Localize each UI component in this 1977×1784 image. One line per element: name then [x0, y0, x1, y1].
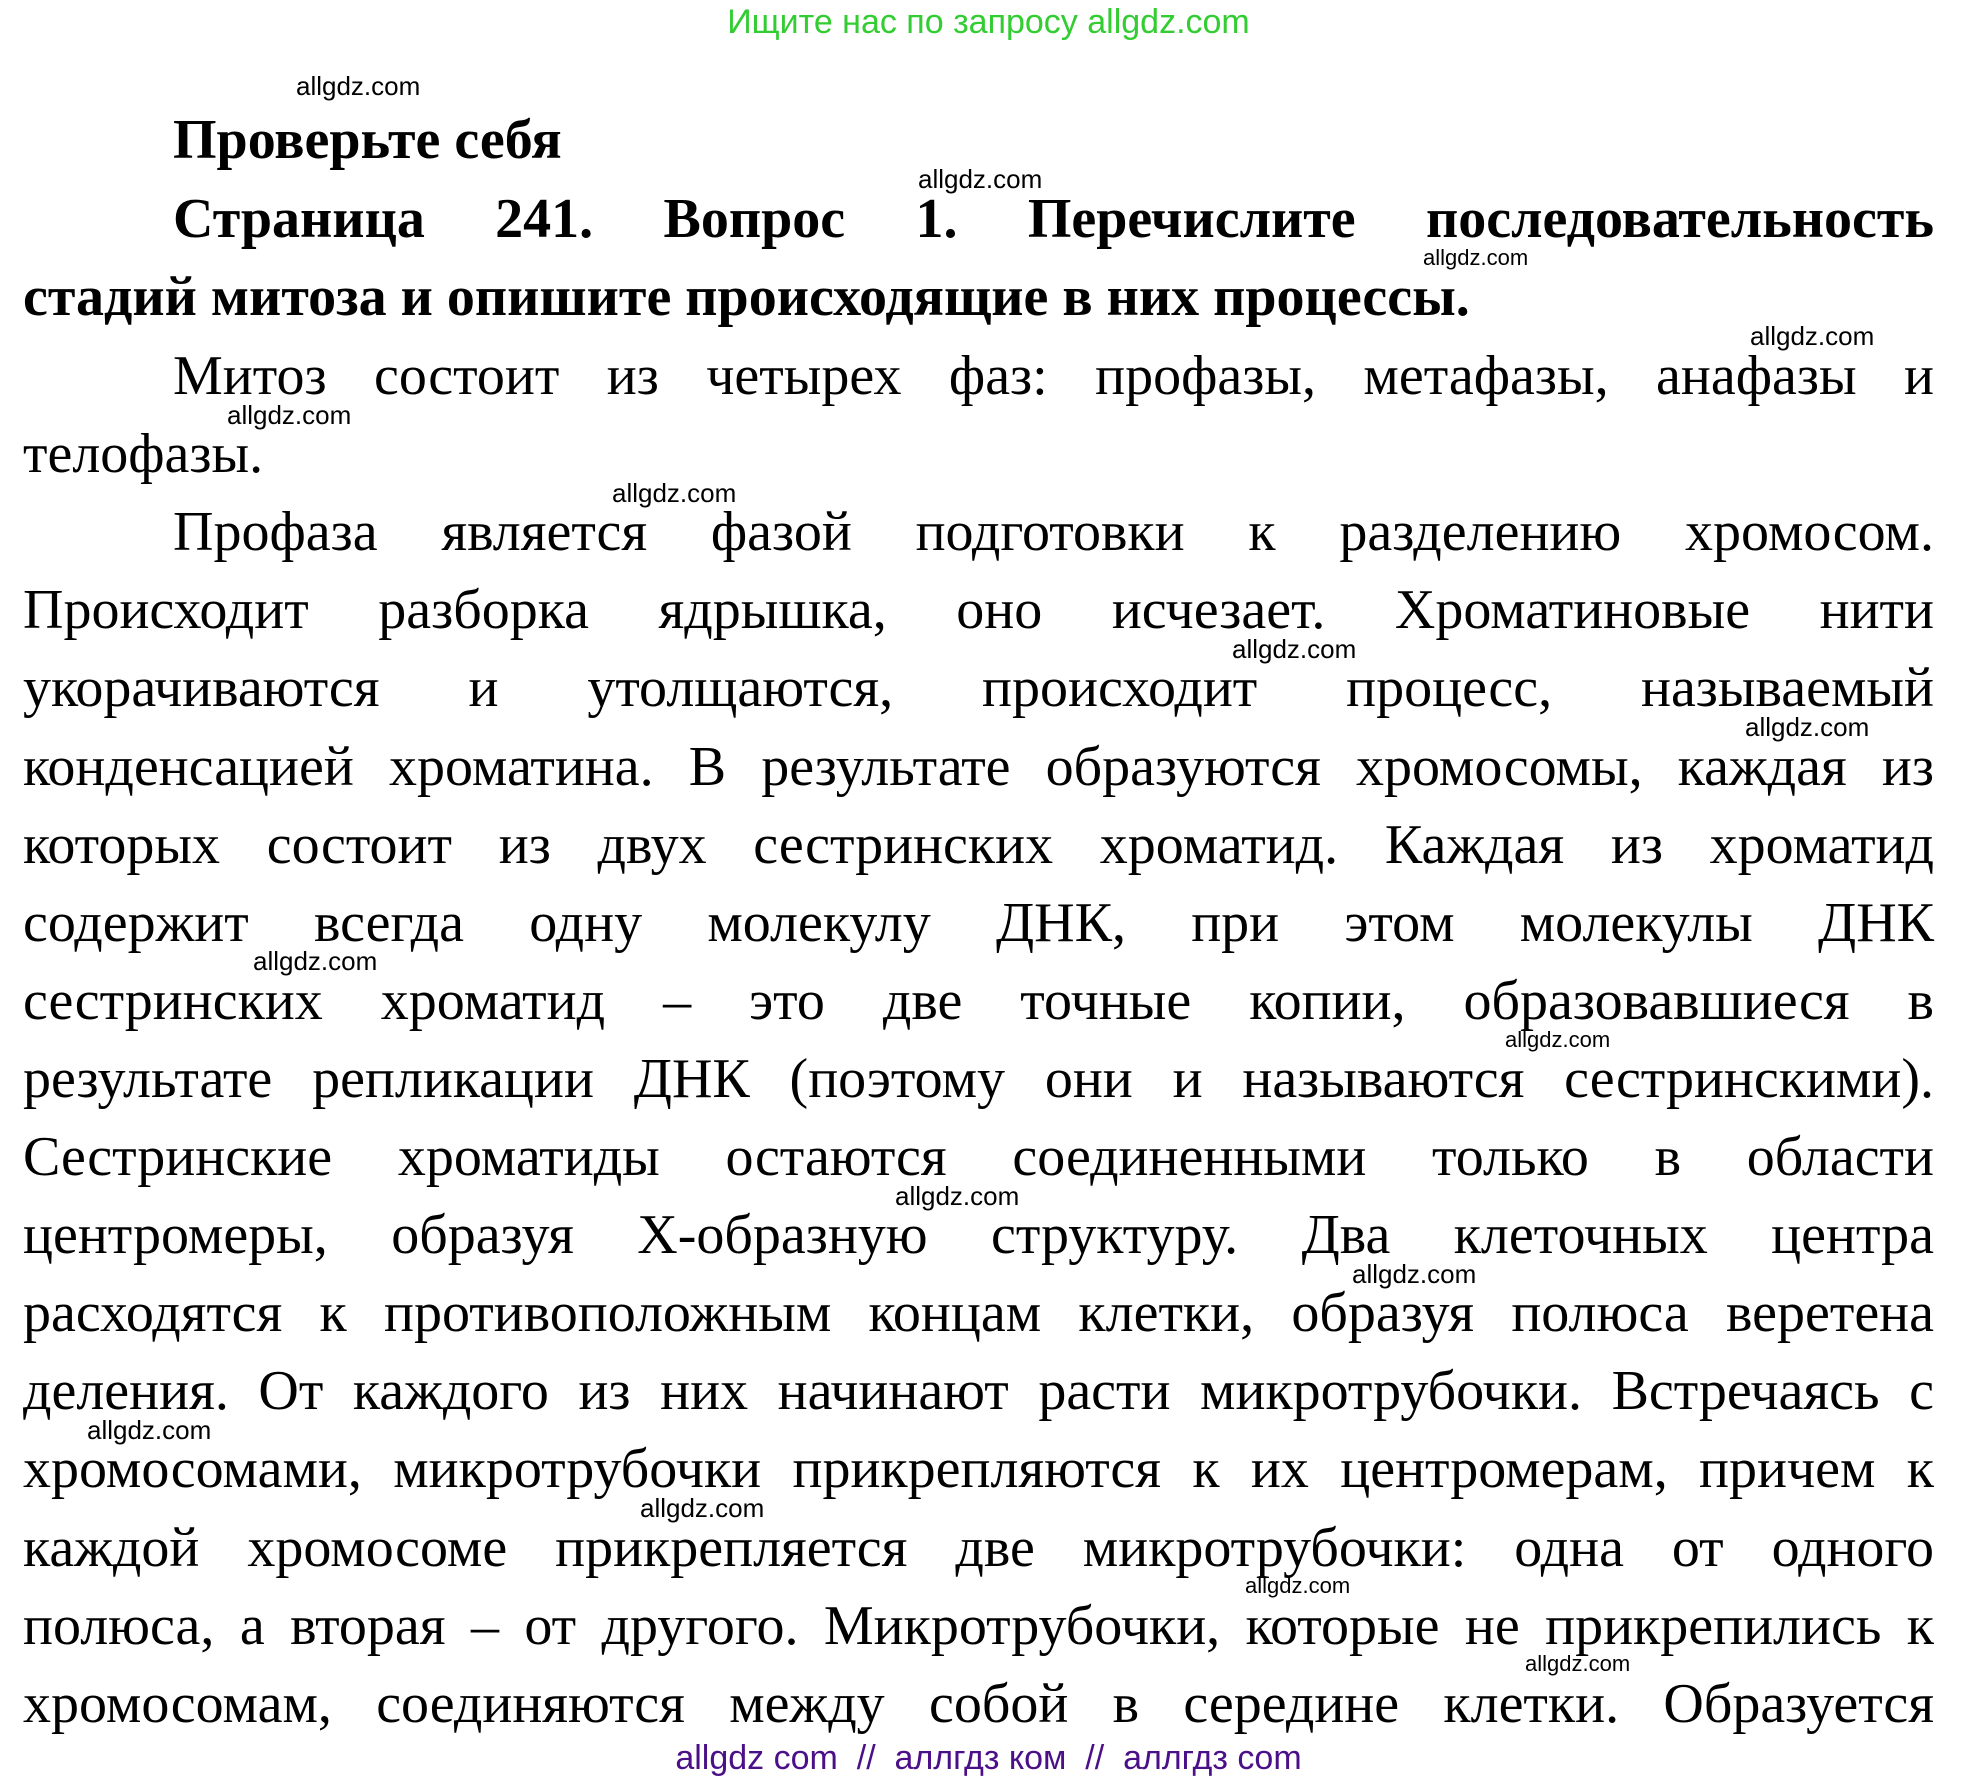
question-word: последовательность: [1426, 188, 1935, 250]
paragraph-line: полюса, а вторая – от другого. Микротрубочки, которые не прикрепились к: [23, 1595, 1934, 1657]
watermark: allgdz.com: [87, 1415, 212, 1445]
question-word: Перечислите: [1027, 188, 1356, 250]
paragraph-line: которых состоит из двух сестринских хроматид. Каждая из хроматид: [23, 814, 1934, 876]
watermark: allgdz.com: [612, 478, 737, 508]
paragraph-line: конденсацией хроматина. В результате образуются хромосомы, каждая из: [23, 736, 1934, 798]
paragraph-line: сестринских хроматид – это две точные копии, образовавшиеся в: [23, 970, 1934, 1032]
watermark: allgdz.com: [1750, 321, 1875, 351]
watermark: allgdz.com: [1352, 1259, 1477, 1289]
paragraph-line: результате репликации ДНК (поэтому они и называются сестринскими).: [23, 1048, 1934, 1110]
paragraph-line: расходятся к противоположным концам клетки, образуя полюса веретена: [23, 1282, 1934, 1344]
paragraph-line: Профаза является фазой подготовки к разделению хромосом.: [173, 501, 1934, 563]
watermark: allgdz.com: [296, 71, 421, 101]
question-ref: Страница 241. Вопрос 1.: [173, 188, 958, 250]
paragraph-line: Митоз состоит из четырех фаз: профазы, метафазы, анафазы и: [173, 345, 1934, 407]
question-heading-line-2: стадий митоза и опишите происходящие в них процессы.: [23, 266, 1470, 328]
watermark: allgdz.com: [640, 1493, 765, 1523]
paragraph-line: содержит всегда одну молекулу ДНК, при этом молекулы ДНК: [23, 892, 1934, 954]
paragraph-line: укорачиваются и утолщаются, происходит процесс, называемый: [23, 657, 1934, 719]
paragraph-line: Происходит разборка ядрышка, оно исчезает. Хроматиновые нити: [23, 579, 1934, 641]
watermark: allgdz.com: [1525, 1651, 1631, 1676]
paragraph-line: телофазы.: [23, 423, 264, 485]
paragraph-line: центромеры, образуя Х-образную структуру. Два клеточных центра: [23, 1204, 1934, 1266]
watermark: allgdz.com: [227, 400, 352, 430]
watermark: allgdz.com: [895, 1181, 1020, 1211]
watermark: allgdz.com: [1245, 1573, 1351, 1598]
paragraph-line: хромосомами, микротрубочки прикрепляются к их центромерам, причем к: [23, 1438, 1934, 1500]
watermark: allgdz.com: [253, 946, 378, 976]
question-heading-line-1: [173, 188, 1935, 250]
watermark: allgdz.com: [918, 164, 1043, 194]
watermark: allgdz.com: [1745, 712, 1870, 742]
paragraph-line: хромосомам, соединяются между собой в середине клетки. Образуется: [23, 1673, 1934, 1735]
paragraph-line: каждой хромосоме прикрепляется две микротрубочки: одна от одного: [23, 1517, 1934, 1579]
promo-banner-top[interactable]: Ищите нас по запросу allgdz.com: [727, 3, 1250, 41]
watermark: allgdz.com: [1232, 634, 1357, 664]
paragraph-line: Сестринские хроматиды остаются соединенными только в области: [23, 1126, 1934, 1188]
promo-banner-bottom[interactable]: allgdz com // аллгдз ком // аллгдз com: [675, 1739, 1302, 1777]
section-title: Проверьте себя: [173, 109, 562, 171]
watermark: allgdz.com: [1505, 1027, 1611, 1052]
watermark: allgdz.com: [1423, 245, 1529, 270]
paragraph-line: деления. От каждого из них начинают расти микротрубочки. Встречаясь с: [23, 1360, 1934, 1422]
